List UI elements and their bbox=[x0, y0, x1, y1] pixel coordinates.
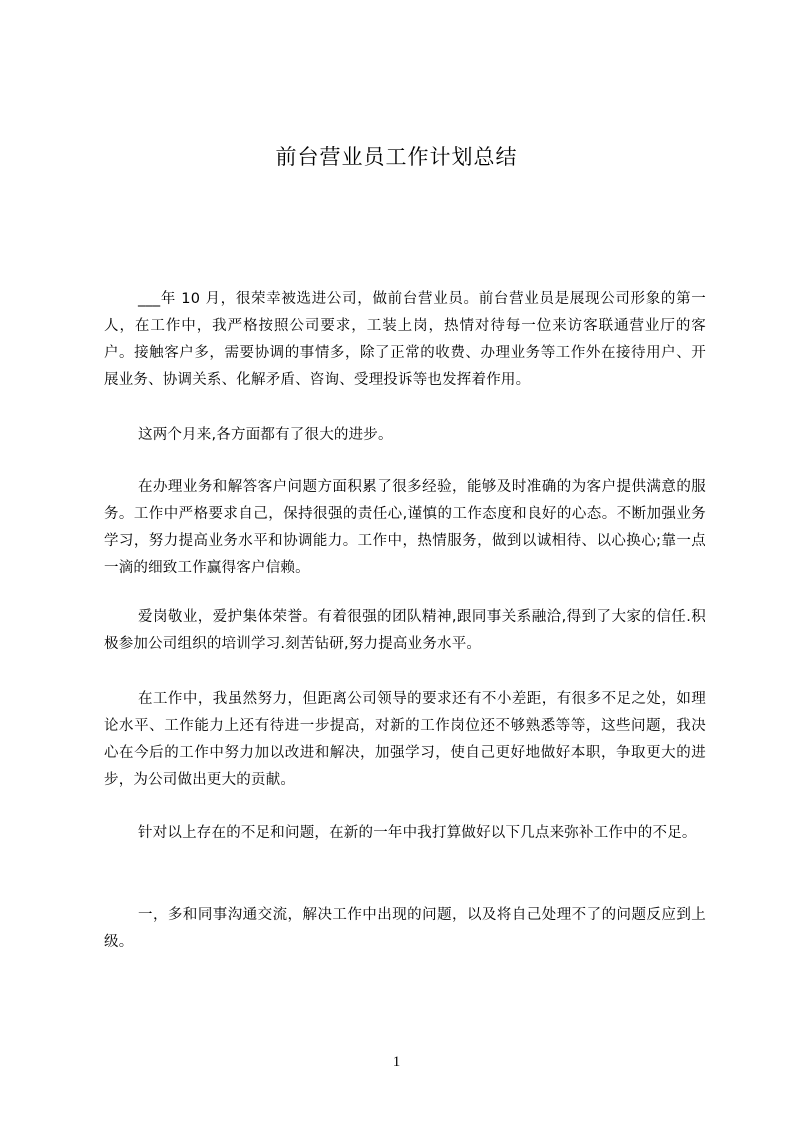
paragraph-plan-item-1: 一，多和同事沟通交流，解决工作中出现的问题，以及将自己处理不了的问题反应到上级。 bbox=[104, 907, 706, 950]
paragraph-teamwork: 爱岗敬业，爱护集体荣誉。有着很强的团队精神,跟同事关系融洽,得到了大家的信任.积极参加公司组织的培训学习.刻苦钻研,努力提高业务水平。 bbox=[104, 609, 706, 652]
paragraph-service: 在办理业务和解答客户问题方面积累了很多经验，能够及时准确的为客户提供满意的服务。工作中严格要求自己，保持很强的责任心,谨慎的工作态度和良好的心态。不断加强业务学习，努力提高业务水平和协调能力。工作中，热情服务，做到以诚相待、以心换心;靠一点一滴的细致工作赢得客户信赖。 bbox=[104, 479, 706, 576]
paragraph-progress: 这两个月来,各方面都有了很大的进步。 bbox=[138, 427, 393, 443]
document-title: 前台营业员工作计划总结 bbox=[275, 145, 518, 169]
paragraph-shortcomings: 在工作中，我虽然努力，但距离公司领导的要求还有不小差距，有很多不足之处，如理论水平、工作能力上还有待进一步提高，对新的工作岗位还不够熟悉等等，这些问题，我决心在今后的工作中努力加以改进和解决，加强学习，使自己更好地做好本职，争取更大的进步，为公司做出更大的贡献。 bbox=[104, 691, 706, 788]
paragraph-intro: ___年 10 月，很荣幸被选进公司，做前台营业员。前台营业员是展现公司形象的第一人，在工作中，我严格按照公司要求，工装上岗，热情对待每一位来访客联通营业厅的客户。接触客户多，需要协调的事情多，除了正常的收费、办理业务等工作外在接待用户、开展业务、协调关系、化解矛盾、咨询、受理投诉等也发挥着作用。 bbox=[104, 291, 706, 388]
paragraph-plan-intro: 针对以上存在的不足和问题，在新的一年中我打算做好以下几点来弥补工作中的不足。 bbox=[138, 825, 697, 841]
page-number: 1 bbox=[392, 1054, 401, 1070]
